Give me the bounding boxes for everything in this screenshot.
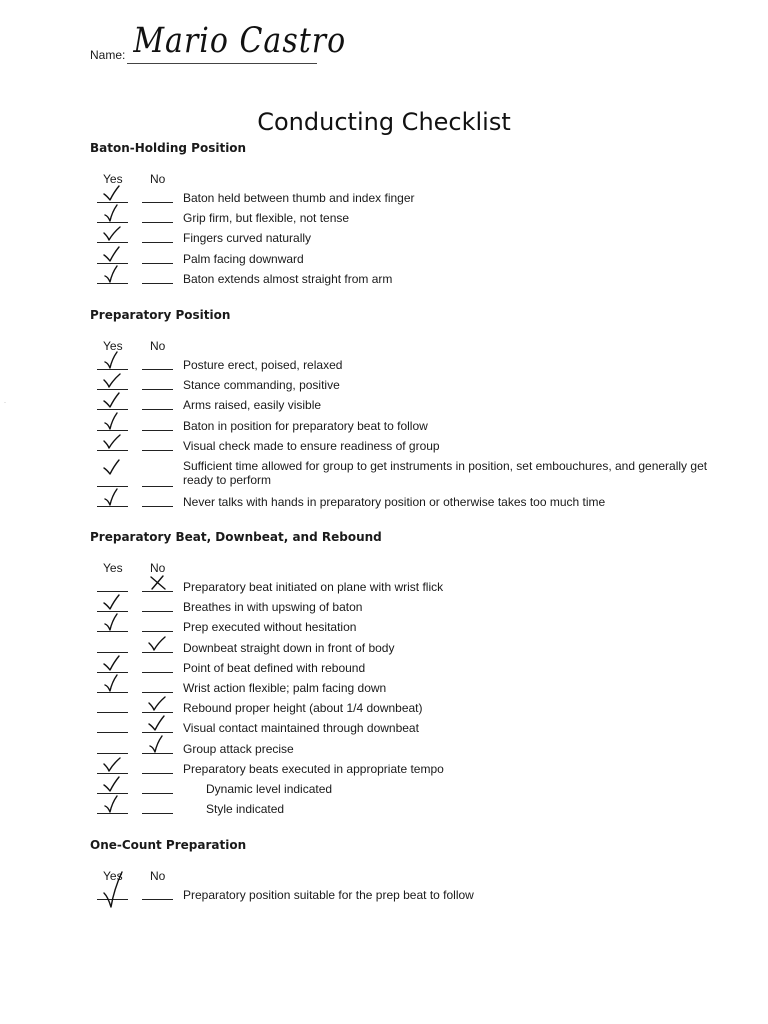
no-column-header: No: [150, 869, 166, 883]
section-title: Preparatory Beat, Downbeat, and Rebound: [90, 530, 382, 544]
handwritten-name: Mario Castro: [133, 20, 347, 61]
yes-column-header: Yes: [103, 561, 123, 575]
handwritten-check-icon: [102, 674, 124, 694]
section-0: [90, 138, 710, 289]
no-blank[interactable]: [142, 672, 173, 673]
handwritten-check-icon: [102, 351, 124, 371]
checklist-item: [90, 799, 710, 819]
checklist-item: [90, 739, 710, 759]
yes-blank[interactable]: [97, 652, 128, 653]
no-blank[interactable]: [142, 222, 173, 223]
column-headers: [90, 559, 710, 577]
item-label: Stance commanding, positive: [183, 378, 340, 393]
checklist-item: [90, 698, 710, 718]
handwritten-check-icon: [102, 391, 124, 411]
handwritten-check-icon: [102, 432, 124, 452]
item-label: Preparatory beats executed in appropriate tempo: [183, 761, 444, 776]
yes-blank[interactable]: [97, 712, 128, 713]
yes-blank[interactable]: [97, 486, 128, 487]
handwritten-check-icon: [102, 871, 126, 911]
column-headers: [90, 867, 710, 885]
checklist-item: [90, 779, 710, 799]
item-label: Grip firm, but flexible, not tense: [183, 211, 350, 226]
checklist-item: [90, 492, 710, 512]
handwritten-check-icon: [147, 694, 169, 714]
no-blank[interactable]: [142, 389, 173, 390]
no-blank[interactable]: [142, 242, 173, 243]
item-label: Preparatory beat initiated on plane with wrist flick: [183, 580, 444, 594]
section-title: One-Count Preparation: [90, 838, 247, 852]
column-headers: [90, 337, 710, 355]
page-title: Conducting Checklist: [257, 108, 511, 137]
handwritten-check-icon: [102, 488, 124, 508]
handwritten-check-icon: [102, 458, 124, 486]
checklist-item: [90, 617, 710, 637]
no-blank[interactable]: [142, 202, 173, 203]
handwritten-check-icon: [102, 795, 124, 815]
section-2: [90, 527, 710, 819]
no-blank[interactable]: [142, 813, 173, 814]
checklist-item: [90, 885, 710, 905]
handwritten-check-icon: [102, 593, 124, 613]
section-title: Preparatory Position: [90, 308, 231, 322]
no-column-header: No: [150, 172, 166, 186]
item-label: Sufficient time allowed for group to get instruments in position, set embouchures, and generally get ready to perform: [183, 458, 708, 487]
name-field[interactable]: [127, 17, 347, 64]
no-blank[interactable]: [142, 631, 173, 632]
handwritten-check-icon: [102, 613, 124, 633]
item-label: Point of beat defined with rebound: [183, 660, 366, 675]
no-column-header: No: [150, 561, 166, 575]
section-title: Baton-Holding Position: [90, 141, 247, 155]
handwritten-check-icon: [102, 224, 124, 244]
checklist-item: [90, 577, 710, 597]
item-label: Downbeat straight down in front of body: [183, 640, 395, 655]
item-label: Prep executed without hesitation: [183, 620, 357, 635]
checklist-item: [90, 678, 710, 698]
handwritten-check-icon: [147, 735, 169, 755]
checklist-item: [90, 759, 710, 779]
checklist-item: [90, 355, 710, 375]
item-label: Arms raised, easily visible: [183, 398, 322, 413]
no-blank[interactable]: [142, 793, 173, 794]
name-row: [90, 14, 347, 64]
section-3: [90, 835, 710, 905]
item-label: Dynamic level indicated: [206, 781, 333, 796]
item-label: Never talks with hands in preparatory position or otherwise takes too much time: [183, 494, 606, 509]
yes-column-header: Yes: [103, 869, 123, 883]
column-headers: [90, 170, 710, 188]
handwritten-check-icon: [147, 634, 169, 654]
checklist-item: [90, 375, 710, 395]
no-blank[interactable]: [142, 283, 173, 284]
yes-blank[interactable]: [97, 753, 128, 754]
handwritten-check-icon: [102, 755, 124, 775]
no-blank[interactable]: [142, 899, 173, 900]
no-blank[interactable]: [142, 506, 173, 507]
checklist-item: [90, 638, 710, 658]
no-blank[interactable]: [142, 450, 173, 451]
no-blank[interactable]: [142, 263, 173, 264]
checklist-item: [90, 188, 710, 208]
checklist-item: [90, 249, 710, 269]
item-label: Posture erect, poised, relaxed: [183, 358, 343, 372]
handwritten-check-icon: [102, 245, 124, 265]
item-label: Palm facing downward: [183, 251, 304, 266]
yes-column-header: Yes: [103, 339, 123, 353]
checklist-item: [90, 718, 710, 738]
no-blank[interactable]: [142, 773, 173, 774]
checklist-item: [90, 597, 710, 617]
item-label: Baton in position for preparatory beat to follow: [183, 418, 428, 433]
handwritten-check-icon: [102, 184, 124, 204]
handwritten-check-icon: [102, 371, 124, 391]
stray-dot-mark: ·: [4, 400, 6, 406]
item-label: Baton extends almost straight from arm: [183, 271, 393, 286]
yes-blank[interactable]: [97, 732, 128, 733]
handwritten-check-icon: [102, 775, 124, 795]
handwritten-check-icon: [102, 654, 124, 674]
checklist-item: [90, 436, 710, 456]
checklist-item: [90, 658, 710, 678]
checklist-item: [90, 416, 710, 436]
handwritten-check-icon: [102, 412, 124, 432]
yes-blank[interactable]: [97, 591, 128, 592]
checklist-item: [90, 228, 710, 248]
checklist-item: [90, 208, 710, 228]
handwritten-check-icon: [102, 204, 124, 224]
item-label: Preparatory position suitable for the prep beat to follow: [183, 888, 474, 902]
no-blank[interactable]: [142, 692, 173, 693]
no-blank[interactable]: [142, 486, 173, 487]
no-blank[interactable]: [142, 430, 173, 431]
item-label: Rebound proper height (about 1/4 downbeat): [183, 701, 423, 716]
no-blank[interactable]: [142, 369, 173, 370]
item-label: Visual contact maintained through downbeat: [183, 721, 419, 736]
handwritten-x-icon: [147, 573, 169, 593]
checklist-item: [90, 395, 710, 415]
handwritten-check-icon: [147, 714, 169, 734]
item-label: Breathes in with upswing of baton: [183, 600, 363, 615]
no-blank[interactable]: [142, 611, 173, 612]
handwritten-check-icon: [102, 265, 124, 285]
checklist-item: [90, 456, 710, 492]
item-label: Style indicated: [206, 802, 285, 817]
item-label: Group attack precise: [183, 741, 294, 756]
item-label: Visual check made to ensure readiness of group: [183, 438, 440, 453]
item-label: Fingers curved naturally: [183, 231, 312, 246]
yes-column-header: Yes: [103, 172, 123, 186]
no-column-header: No: [150, 339, 166, 353]
no-blank[interactable]: [142, 409, 173, 410]
name-label: Name:: [90, 48, 126, 62]
section-1: [90, 305, 710, 512]
item-label: Wrist action flexible; palm facing down: [183, 680, 387, 695]
checklist-item: [90, 269, 710, 289]
item-label: Baton held between thumb and index finger: [183, 191, 415, 205]
